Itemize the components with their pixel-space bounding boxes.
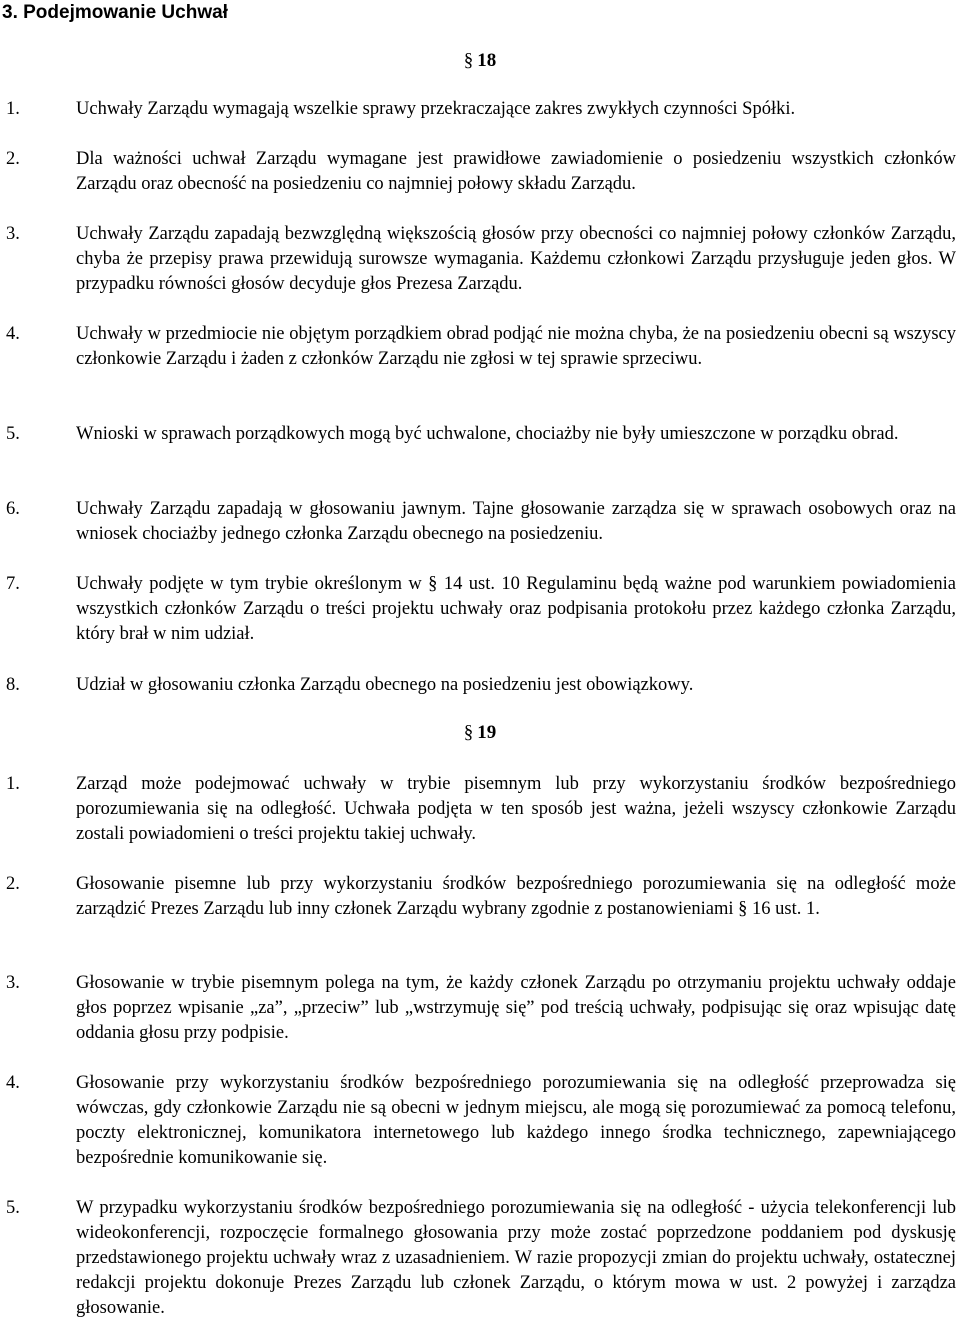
item-number: 2. <box>6 149 20 169</box>
item-text: Głosowanie przy wykorzystaniu środków bezpośredniego porozumiewania się na odległość przeprowadza się wówczas, gdy członkowie Zarządu nie są obecni w jednym miejscu, ale mogą się porozumiewać za pomocą telefonu, poczty elektronicznej, komunikatora internetowego lub każdego innego środka technicznego, zapewniającego bezpośrednie komunikowanie się. <box>76 1073 956 1168</box>
item-number: 4. <box>6 1073 20 1093</box>
item-text: Uchwały Zarządu zapadają bezwzględną większością głosów przy obecności co najmniej połowy członków Zarządu, chyba że przepisy prawa przewidują surowsze wymagania. Każdemu członkowi Zarządu przysługuje jeden głos. W przypadku równości głosów decyduje głos Prezesa Zarządu. <box>76 224 956 294</box>
list-item <box>6 1196 956 1321</box>
list-item <box>6 772 956 847</box>
item-number: 1. <box>6 774 20 794</box>
item-text: Dla ważności uchwał Zarządu wymagane jest prawidłowe zawiadomienie o posiedzeniu wszystkich członków Zarządu oraz obecność na posiedzeniu co najmniej połowy składu Zarządu. <box>76 149 956 194</box>
list-item <box>6 222 956 297</box>
item-text: Głosowanie pisemne lub przy wykorzystaniu środków bezpośredniego porozumiewania się na odległość może zarządzić Prezes Zarządu lub inny członek Zarządu wybrany zgodnie z postanowieniami § 16 ust. 1. <box>76 874 956 919</box>
list-item <box>6 147 956 197</box>
paragraph-heading-19 <box>0 722 960 744</box>
item-number: 5. <box>6 424 20 444</box>
item-number: 3. <box>6 224 20 244</box>
item-text: W przypadku wykorzystaniu środków bezpośredniego porozumiewania się na odległość - użycia telekonferencji lub wideokonferencji, rozpoczęcie formalnego głosowania przy może zostać poprzedzone poddaniem pod dyskusję przedstawionego projektu uchwały wraz z uzasadnieniem. W razie propozycji zmian do projektu uchwały, ostatecznej redakcji projektu dokonuje Prezes Zarządu lub członek Zarządu, o którym mowa w ust. 2 powyżej i zarządza głosowanie. <box>76 1198 956 1318</box>
paragraph-number: 19 <box>477 722 497 743</box>
list-item <box>6 322 956 372</box>
paragraph-heading-18 <box>0 50 960 72</box>
item-number: 3. <box>6 973 20 993</box>
list-item <box>6 572 956 647</box>
list-item <box>6 497 956 547</box>
section-sign: § <box>463 50 474 71</box>
item-text: Zarząd może podejmować uchwały w trybie pisemnym lub przy wykorzystaniu środków bezpośredniego porozumiewania się na odległość. Uchwała podjęta w ten sposób jest ważna, jeżeli wszyscy członkowie Zarządu zostali powiadomieni o treści projektu takiej uchwały. <box>76 774 956 844</box>
item-text: Wnioski w sprawach porządkowych mogą być uchwalone, chociażby nie były umieszczone w porządku obrad. <box>76 424 899 444</box>
list-item <box>6 971 956 1046</box>
section-sign: § <box>463 722 474 743</box>
section-heading: 3. Podejmowanie Uchwał <box>2 2 228 23</box>
item-number: 6. <box>6 499 20 519</box>
list-item <box>6 673 956 698</box>
item-number: 4. <box>6 324 20 344</box>
list-item <box>6 872 956 922</box>
item-text: Uchwały w przedmiocie nie objętym porządkiem obrad podjąć nie można chyba, że na posiedzeniu obecni są wszyscy członkowie Zarządu i żaden z członków Zarządu nie zgłosi w tej sprawie sprzeciwu. <box>76 324 956 369</box>
item-number: 1. <box>6 99 20 119</box>
item-text: Głosowanie w trybie pisemnym polega na tym, że każdy członek Zarządu po otrzymaniu projektu uchwały oddaje głos poprzez wpisanie „za”, „przeciw” lub „wstrzymuję się” pod treścią uchwały, podpisując się oraz wpisując datę oddania głosu przy podpisie. <box>76 973 956 1043</box>
item-text: Udział w głosowaniu członka Zarządu obecnego na posiedzeniu jest obowiązkowy. <box>76 675 694 695</box>
item-number: 2. <box>6 874 20 894</box>
list-item <box>6 97 956 122</box>
list-item <box>6 422 956 447</box>
item-text: Uchwały Zarządu zapadają w głosowaniu jawnym. Tajne głosowanie zarządza się w sprawach osobowych oraz na wniosek chociażby jednego członka Zarządu obecnego na posiedzeniu. <box>76 499 956 544</box>
list-item <box>6 1071 956 1171</box>
paragraph-number: 18 <box>477 50 497 71</box>
item-number: 5. <box>6 1198 20 1218</box>
item-text: Uchwały podjęte w tym trybie określonym w § 14 ust. 10 Regulaminu będą ważne pod warunkiem powiadomienia wszystkich członków Zarządu o treści projektu uchwały oraz podpisania protokołu przez każdego członka Zarządu, który brał w nim udział. <box>76 574 956 644</box>
item-number: 8. <box>6 675 20 695</box>
item-text: Uchwały Zarządu wymagają wszelkie sprawy przekraczające zakres zwykłych czynności Spółki. <box>76 99 796 119</box>
item-number: 7. <box>6 574 20 594</box>
